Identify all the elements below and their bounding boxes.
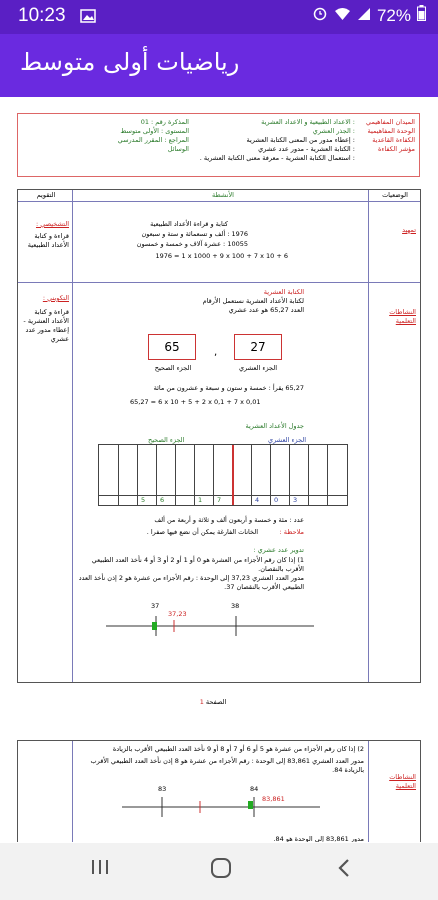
axis1-right: 38: [231, 602, 240, 610]
warmup-line: 1976 = 1 x 1000 + 9 x 100 + 7 x 10 + 6: [155, 252, 288, 260]
header-meta-item: المذكرة رقم : 01: [140, 118, 189, 126]
round-line-2: مدور العدد العشري 83,861 إلى الوحدة : رقم الأجزاء من عشرة هو 8 إذن نأخذ العدد الطبيعي الأقرب بالزيادة 84.: [90, 757, 364, 774]
number-line-2: [122, 785, 322, 825]
header-value: : الجذر العشري: [312, 127, 355, 135]
document-view[interactable]: [0, 97, 438, 842]
page-label: الصفحة: [205, 698, 227, 706]
warmup-line: 1976 : ألف و تسعمائة و ستة و سبعون: [141, 230, 248, 238]
section-warmup: تمهيد: [402, 226, 416, 234]
grid-digit: 3: [293, 496, 298, 504]
axis2-right: 84: [250, 785, 259, 793]
round-line: مدور العدد العشري 37,23 إلى الوحدة : رقم الأجزاء من عشرة هو 2 إذن نأخذ العدد الطبيعي الأقرب بالنقصان 37.: [78, 574, 304, 591]
table-title: جدول الأعداد العشرية: [245, 422, 304, 430]
header-labels: [357, 118, 415, 154]
round-conclusion: مدور 83,861 إلى الوحدة هو 84.: [273, 835, 364, 842]
number-line-1: [106, 604, 316, 644]
eval-diagnostic-label: التشخيصي :: [35, 220, 69, 228]
home-icon[interactable]: [210, 857, 232, 885]
axis2-left: 83: [158, 785, 167, 793]
page-footer: [168, 698, 258, 707]
battery-percent: 72%: [376, 5, 411, 25]
wifi-icon: [334, 6, 351, 26]
header-value: : الكتابة العشرية - مدور عدد عشري: [258, 145, 355, 153]
header-value: : الاعداد الطبيعية و الاعداد العشرية: [261, 118, 355, 126]
lesson-header: [17, 113, 420, 177]
header-situations: الوضعيات: [382, 191, 408, 199]
battery-icon: [417, 5, 426, 26]
app-title: رياضيات أولى متوسط: [20, 48, 240, 76]
header-meta-item: الوسائل: [167, 145, 189, 153]
header-label: الميدان المفاهيمي: [366, 118, 415, 126]
header-activity: الأنشطة: [212, 191, 234, 199]
header-meta-item: المراجع : المقرر المدرسي: [117, 136, 189, 144]
grid-digit: 4: [255, 496, 260, 504]
grid-digit: 0: [274, 496, 279, 504]
round-line-2: 2) إذا كان رقم الأجزاء من عشرة هو 5 أو 6 أو 7 أو 8 أو 9 نأخذ العدد الطبيعي الأقرب بالزيادة: [112, 745, 364, 753]
header-evaluation: التقويم: [36, 191, 56, 199]
read-line: 65,27 يقرأ : خمسة و ستون و سبعة و عشرون من مائة: [153, 384, 304, 392]
grid-digit: 5: [141, 496, 146, 504]
grid-digit: 7: [217, 496, 222, 504]
integer-part-box: 65: [148, 334, 196, 360]
grid-digit: 1: [198, 496, 203, 504]
section-learning: النشاطات التعلمية: [389, 308, 416, 325]
decimal-title: الكتابة العشرية: [263, 288, 304, 296]
place-value-grid: [98, 444, 348, 506]
warmup-title: كتابة و قراءة الأعداد الطبيعية: [150, 220, 228, 228]
header-values: [215, 118, 355, 154]
signal-icon: [357, 6, 371, 26]
decimal-line: لكتابة الأعداد العشرية نستعمل الأرقام: [202, 297, 304, 305]
decomposition: 65,27 = 6 x 10 + 5 + 2 x 0,1 + 7 x 0,01: [130, 398, 261, 406]
lesson-table: [17, 189, 421, 706]
back-icon[interactable]: [336, 857, 352, 885]
example-line: عدد : مئة و خمسة و أربعون ألف و ثلاثة و أربعة من ألف: [154, 516, 304, 524]
integer-part-label: الجزء الصحيح: [154, 364, 192, 372]
header-subline: : استعمال الكتابة العشرية - معرفة معنى الكتابة العشرية .: [199, 154, 355, 162]
note-title: ملاحظة :: [279, 528, 304, 536]
round-title: تدوير عدد عشري :: [253, 546, 304, 554]
grid-digit: 6: [160, 496, 165, 504]
axis1-mark: 37,23: [168, 610, 187, 618]
eval-formative-label: التكويني :: [42, 294, 69, 302]
recent-apps-icon[interactable]: [90, 857, 110, 883]
header-value: : إعطاء مدور من المعنى الكتابة العشرية: [246, 136, 355, 144]
navigation-bar: [0, 843, 438, 900]
eval-diagnostic-text: قراءة و كتابة الأعداد الطبيعية: [27, 232, 69, 249]
comma-sign: ,: [214, 347, 218, 358]
warmup-line: 10055 : عشرة آلاف و خمسة و خمسون: [136, 240, 248, 248]
gallery-notification-icon: [80, 8, 96, 27]
grid-decimal-label: الجزء العشري: [268, 436, 307, 444]
header-label: الكفاءة القاعدية: [372, 136, 415, 144]
app-bar: [0, 34, 438, 97]
header-meta: [89, 118, 189, 154]
decimal-line: العدد 65,27 هو عدد عشري: [228, 306, 304, 314]
decimal-part-box: 27: [234, 334, 282, 360]
axis2-mark: 83,861: [262, 795, 285, 803]
page-number: 1: [199, 698, 204, 706]
header-label: الوحدة المفاهيمية: [367, 127, 415, 135]
status-bar: [0, 0, 438, 34]
grid-integer-label: الجزء الصحيح: [148, 436, 185, 444]
axis1-left: 37: [151, 602, 160, 610]
decimal-part-label: الجزء العشري: [238, 364, 278, 372]
section-learning-2: النشاطات التعلمية: [389, 773, 416, 790]
header-label: مؤشر الكفاءة: [377, 145, 415, 153]
header-meta-item: المستوى : الأولى متوسط: [120, 127, 189, 135]
round-line: 1) إذا كان رقم الأجزاء من العشرة هو 0 أو 1 أو 2 أو 3 أو 4 نأخذ العدد الطبيعي الأقرب بالنقصان.: [91, 556, 304, 573]
page-2-table: [17, 740, 421, 842]
note-text: الخانات الفارغة يمكن أن نضع فيها صفرا .: [146, 528, 258, 536]
alarm-icon: [312, 5, 328, 26]
eval-formative-text: قراءة و كتابة الأعداد العشرية - إعطاء مدور عدد عشري: [23, 308, 69, 343]
status-time: 10:23: [18, 5, 66, 26]
